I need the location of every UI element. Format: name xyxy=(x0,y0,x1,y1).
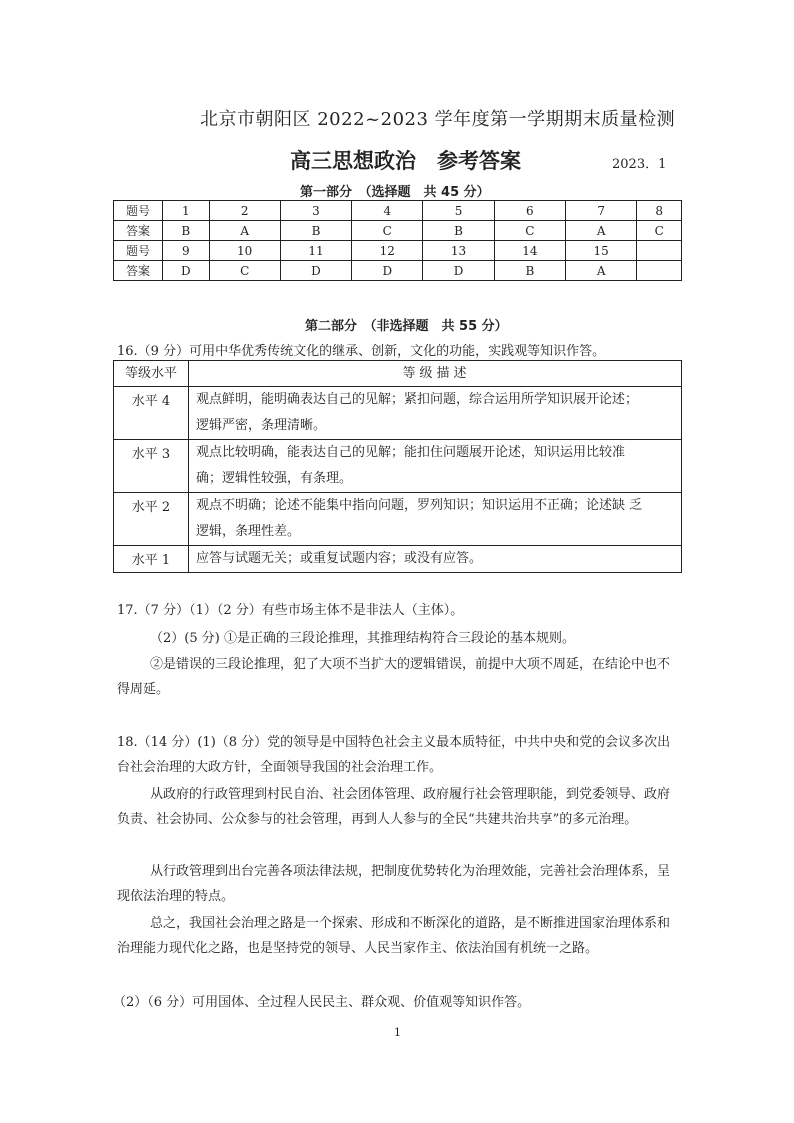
table-cell: 8 xyxy=(637,201,682,221)
level-label: 水平 2 xyxy=(114,493,189,546)
row-label: 答案 xyxy=(114,261,163,281)
table-cell: 5 xyxy=(423,201,494,221)
table-cell: 9 xyxy=(163,241,210,261)
table-cell: C xyxy=(209,261,280,281)
table-cell: 12 xyxy=(352,241,423,261)
description-line: 观点不明确；论述不能集中指向问题，罗列知识；知识运用不正确；论述缺 乏 xyxy=(196,498,643,513)
level-label: 水平 3 xyxy=(114,440,189,493)
table-cell: 13 xyxy=(423,241,494,261)
question-18-paragraph: 从行政管理到出台完善各项法律法规，把制度优势转化为治理效能，完善社会治理体系，呈现依法治理的特点。 xyxy=(117,864,671,904)
table-cell: D xyxy=(423,261,494,281)
table-cell: 3 xyxy=(280,201,351,221)
level-description xyxy=(189,546,682,573)
table-cell: A xyxy=(209,221,280,241)
question-18-summary: 总之，我国社会治理之路是一个探索、形成和不断深化的道路，是不断推进国家治理体系和治理能力现代化之路，也是坚持党的领导、人民当家作主、依法治国有机统一之路。 xyxy=(117,916,671,956)
table-row xyxy=(114,241,682,261)
table-cell: 10 xyxy=(209,241,280,261)
grading-level-table xyxy=(113,360,682,573)
table-cell: 2 xyxy=(209,201,280,221)
question-17-part1: 17.（7 分）（1）（2 分）有些市场主体不是非法人（主体）。 xyxy=(117,603,464,618)
description-line: 逻辑，条理性差。 xyxy=(196,524,301,539)
table-cell: C xyxy=(494,221,565,241)
part1-heading: 第一部分 （选择题 共 45 分） xyxy=(300,185,490,200)
table-cell: C xyxy=(637,221,682,241)
table-cell: 15 xyxy=(566,241,637,261)
level-label: 水平 4 xyxy=(114,387,189,440)
level-description xyxy=(189,440,682,493)
table-cell xyxy=(637,261,682,281)
table-cell: 7 xyxy=(566,201,637,221)
table-row xyxy=(114,387,682,440)
table-row xyxy=(114,546,682,573)
question-16-intro: 16.（9 分）可用中华优秀传统文化的继承、创新，文化的功能，实践观等知识作答。 xyxy=(117,344,606,359)
table-cell: B xyxy=(280,221,351,241)
row-label: 答案 xyxy=(114,221,163,241)
row-label: 题号 xyxy=(114,241,163,261)
table-row xyxy=(114,261,682,281)
choice-answer-table xyxy=(113,200,682,281)
table-cell xyxy=(637,241,682,261)
table-cell: B xyxy=(163,221,210,241)
table-cell: 1 xyxy=(163,201,210,221)
level-column-header: 等级水平 xyxy=(114,361,189,387)
description-line: 应答与试题无关；或重复试题内容；或没有应答。 xyxy=(196,551,483,566)
document-date: 2023．1 xyxy=(612,157,667,172)
table-cell: B xyxy=(423,221,494,241)
table-cell: A xyxy=(566,221,637,241)
question-17-part2-analysis: ②是错误的三段论推理，犯了大项不当扩大的逻辑错误，前提中大项不周延，在结论中也不得周延。 xyxy=(117,657,671,697)
question-18-part1: 18.（14 分）(1)（8 分）党的领导是中国特色社会主义最本质特征，中共中央和党的会议多次出台社会治理的大政方针，全面领导我国的社会治理工作。 xyxy=(117,735,671,775)
level-label: 水平 1 xyxy=(114,546,189,573)
question-18-paragraph: 从政府的行政管理到村民自治、社会团体管理、政府履行社会管理职能，到党委领导、政府负责、社会协同、公众参与的社会管理，再到人人参与的全民“共建共治共享”的多元治理。 xyxy=(117,787,671,827)
table-cell: 11 xyxy=(280,241,351,261)
table-row xyxy=(114,201,682,221)
description-column-header: 等级描述 xyxy=(189,361,682,387)
question-17-part2: （2）(5 分) ①是正确的三段论推理，其推理结构符合三段论的基本规则。 xyxy=(150,631,575,646)
table-cell: 4 xyxy=(352,201,423,221)
exam-header-title: 北京市朝阳区 2022~2023 学年度第一学期期末质量检测 xyxy=(200,109,676,130)
description-line: 确；逻辑性较强，有条理。 xyxy=(196,471,353,486)
table-cell: A xyxy=(566,261,637,281)
table-cell: 14 xyxy=(494,241,565,261)
table-cell: 6 xyxy=(494,201,565,221)
part2-heading: 第二部分 （非选择题 共 55 分） xyxy=(305,319,508,334)
table-row xyxy=(114,493,682,546)
description-line: 逻辑严密，条理清晰。 xyxy=(196,418,327,433)
table-cell: D xyxy=(280,261,351,281)
table-header-row xyxy=(114,361,682,387)
question-18-part2: （2）（6 分）可用国体、全过程人民民主、群众观、价值观等知识作答。 xyxy=(113,995,531,1010)
table-row xyxy=(114,440,682,493)
page-number: 1 xyxy=(394,1026,401,1039)
table-cell: B xyxy=(494,261,565,281)
row-label: 题号 xyxy=(114,201,163,221)
table-cell: D xyxy=(352,261,423,281)
description-line: 观点比较明确，能表达自己的见解；能扣住问题展开论述，知识运用比较准 xyxy=(196,445,626,460)
table-cell: C xyxy=(352,221,423,241)
level-description xyxy=(189,387,682,440)
level-description xyxy=(189,493,682,546)
document-title: 高三思想政治 参考答案 xyxy=(290,149,521,173)
table-row xyxy=(114,221,682,241)
table-cell: D xyxy=(163,261,210,281)
description-line: 观点鲜明，能明确表达自己的见解；紧扣问题，综合运用所学知识展开论述； xyxy=(196,392,639,407)
